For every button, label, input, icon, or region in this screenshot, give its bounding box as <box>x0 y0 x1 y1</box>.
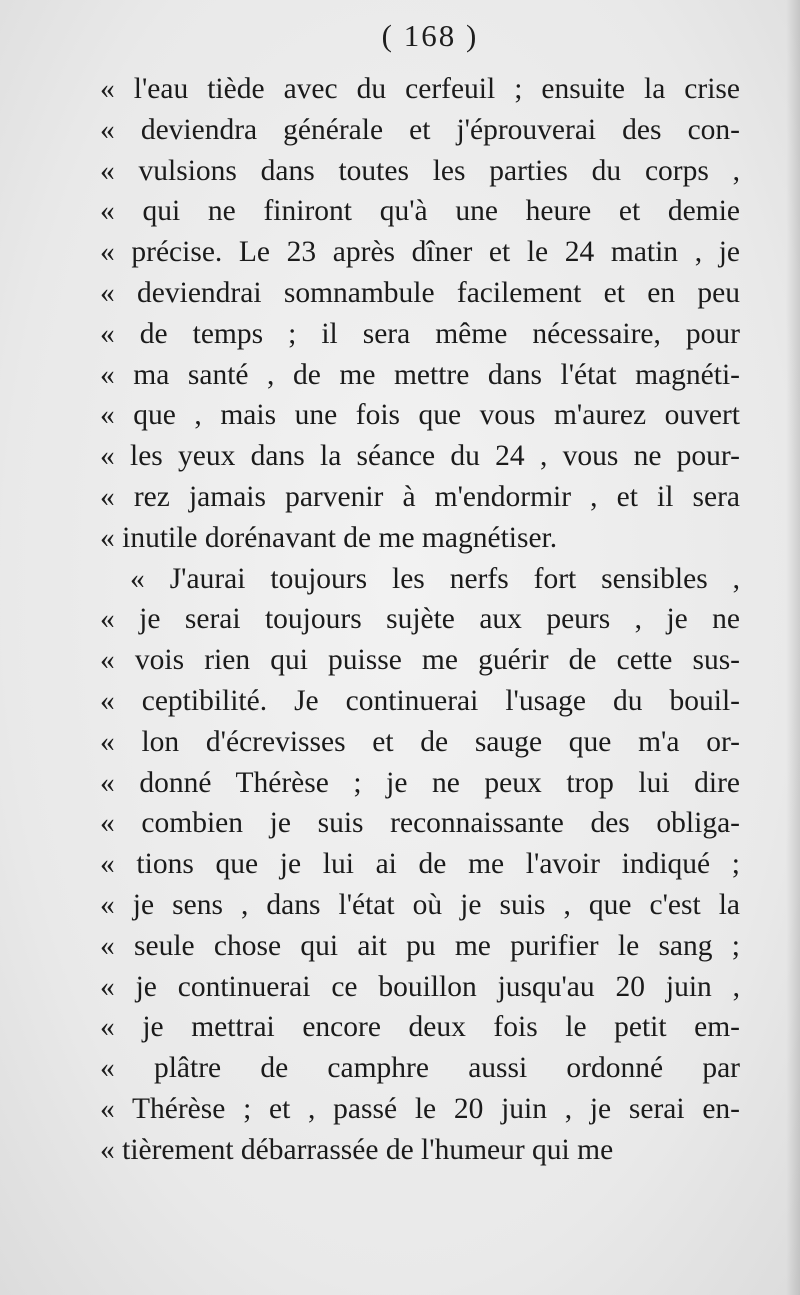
text-line: « je sens , dans l'état où je suis , que c'est la <box>100 888 740 921</box>
text-line: « de temps ; il sera même nécessaire, pour <box>100 317 740 350</box>
text-line: « je serai toujours sujète aux peurs , je ne <box>100 603 740 636</box>
text-line: « deviendrai somnambule facilement et en peu <box>100 276 740 309</box>
text-line: « précise. Le 23 après dîner et le 24 matin , je <box>100 236 740 269</box>
page-number: ( 168 ) <box>381 18 479 53</box>
text-line: « tions que je lui ai de me l'avoir indiqué ; <box>100 848 740 881</box>
text-line: « J'aurai toujours les nerfs fort sensibles , <box>130 562 740 595</box>
text-line: « que , mais une fois que vous m'aurez ouvert <box>100 399 740 432</box>
text-line: « Thérèse ; et , passé le 20 juin , je serai en- <box>100 1092 740 1125</box>
text-line: « tièrement débarrassée de l'humeur qui me <box>100 1133 614 1166</box>
text-line: « deviendra générale et j'éprouverai des con- <box>100 113 740 146</box>
text-line: « donné Thérèse ; je ne peux trop lui dire <box>100 766 740 799</box>
body-text <box>100 69 740 1171</box>
text-line: « inutile dorénavant de me magnétiser. <box>100 521 558 554</box>
text-line: « lon d'écrevisses et de sauge que m'a or- <box>100 725 740 758</box>
text-line: « plâtre de camphre aussi ordonné par <box>100 1052 740 1085</box>
text-line: « ceptibilité. Je continuerai l'usage du bouil- <box>100 684 740 717</box>
text-line: « qui ne finiront qu'à une heure et demie <box>100 195 740 228</box>
text-line: « rez jamais parvenir à m'endormir , et il sera <box>100 480 740 513</box>
text-line: « l'eau tiède avec du cerfeuil ; ensuite la crise <box>100 73 740 105</box>
text-line: « ma santé , de me mettre dans l'état magnéti- <box>100 358 740 391</box>
text-line: « les yeux dans la séance du 24 , vous ne pour- <box>100 440 740 473</box>
text-line: « seule chose qui ait pu me purifier le sang ; <box>100 929 740 962</box>
text-line: « vulsions dans toutes les parties du corps , <box>100 154 740 187</box>
page-edge-shadow <box>786 0 800 1295</box>
text-line: « je mettrai encore deux fois le petit em- <box>100 1011 740 1044</box>
text-line: « je continuerai ce bouillon jusqu'au 20 juin , <box>100 970 740 1003</box>
text-line: « combien je suis reconnaissante des obliga- <box>100 807 740 840</box>
text-line: « vois rien qui puisse me guérir de cette sus- <box>100 644 740 677</box>
